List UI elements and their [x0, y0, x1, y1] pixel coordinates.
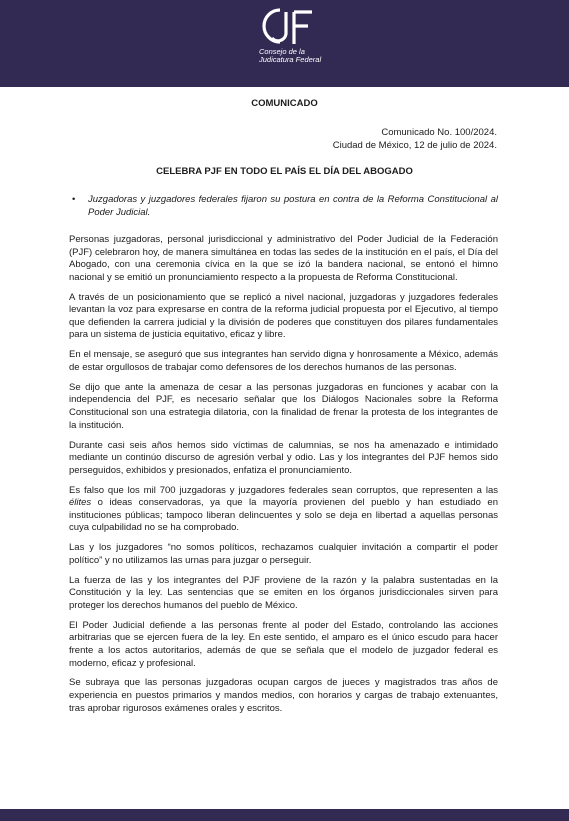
place-date: Ciudad de México, 12 de julio de 2024.: [332, 140, 497, 151]
document-title: COMUNICADO: [251, 98, 318, 109]
paragraph-5: Durante casi seis años hemos sido víctimas de calumnias, se nos ha amenazado e intimidado mediante un continúo discurso de agresión verbal y odio. Las y los integrantes del PJF hemos sido perseguidos, exhibidos y presionados, enfatiza el pronunciamiento.: [69, 439, 498, 476]
logo-text-line1: Consejo de la: [259, 47, 305, 56]
paragraph-4: Se dijo que ante la amenaza de cesar a las personas juzgadoras en funciones y acabar con la independencia del PJF, es necesario señalar que los Diálogos Nacionales sobre la Reforma Constitucional son una estrategia dilatoria, con la finalidad de frenar la protesta de los integrantes de la institución.: [69, 381, 498, 431]
logo-text-line2: Judicatura Federal: [259, 55, 322, 64]
communique-number: Comunicado No. 100/2024.: [381, 127, 497, 138]
paragraph-6-em: élites: [69, 497, 92, 509]
paragraph-9: El Poder Judicial defiende a las personas frente al poder del Estado, controlando las acciones arbitrarias que se ejercen fuera de la ley. En este sentido, el amparo es el único escudo para hacer frente a los actos autoritarios, además de que se señala que el modelo de juzgador federal es moderno, eficaz y profesional.: [69, 619, 498, 669]
summary-bullet: [72, 194, 498, 219]
footer-bar: [0, 809, 569, 821]
paragraph-6-post: o ideas conservadoras, ya que la mayoría provienen del pueblo y han estudiado en instituciones públicas; tampoco liberan delincuentes y solo se deja en libertad a aquellas personas cuya culpabilidad no se ha comprobado.: [69, 497, 498, 534]
paragraph-6: [69, 485, 498, 535]
paragraph-7: Las y los juzgadores “no somos políticos, rechazamos cualquier invitación a compartir el poder político” y no utilizamos las urnas para juzgar o perseguir.: [69, 542, 498, 566]
paragraph-2: A través de un posicionamiento que se replicó a nivel nacional, juzgadoras y juzgadores federales levantan la voz para expresarse en contra de la reforma judicial propuesta por el Ejecutivo, al tiempo que defienden la carrera judicial y la división de poderes que constituyen dos pilares fundamentales para un sistema de justicia equitativo, eficaz y libre.: [69, 291, 498, 341]
paragraph-3: En el mensaje, se aseguró que sus integrantes han servido digna y honrosamente a México, además de estar orgullosos de trabajar como defensores de los derechos humanos de las personas.: [69, 349, 498, 373]
paragraph-10: Se subraya que las personas juzgadoras ocupan cargos de jueces y magistrados tras años de experiencia en puestos primarios y mandos medios, con horarios y cargas de trabajo extenuantes, tras aprobar rigurosos exámenes orales y escritos.: [69, 677, 498, 714]
cjf-monogram-icon: [258, 4, 316, 48]
cjf-logo: [247, 4, 327, 84]
document-refs: [333, 126, 497, 152]
headline: CELEBRA PJF EN TODO EL PAÍS EL DÍA DEL ABOGADO: [156, 166, 413, 177]
paragraph-1: Personas juzgadoras, personal jurisdiccional y administrativo del Poder Judicial de la Federación (PJF) celebraron hoy, de manera simultánea en todas las sedes de la institución en el país, el Día del Abogado, con una ceremonia cívica en la que se izó la bandera nacional, se entonó el himno nacional y se emitió un pronunciamiento respecto a la propuesta de Reforma Constitucional.: [69, 234, 498, 283]
bullet-dot-icon: •: [72, 194, 76, 205]
paragraph-8: La fuerza de las y los integrantes del PJF proviene de la razón y la palabra sustentadas en la Constitución y la ley. Las sentencias que se emiten en los órganos jurisdiccionales sirven para proteger los derechos humanos del pueblo de México.: [69, 574, 498, 611]
body-text: [69, 234, 498, 723]
bullet-text: Juzgadoras y juzgadores federales fijaron su postura en contra de la Reforma Constitucional al Poder Judicial.: [88, 194, 498, 218]
paragraph-6-pre: Es falso que los mil 700 juzgadoras y juzgadores federales sean corruptos, que representen a las: [69, 484, 498, 496]
header-banner: [0, 0, 569, 87]
